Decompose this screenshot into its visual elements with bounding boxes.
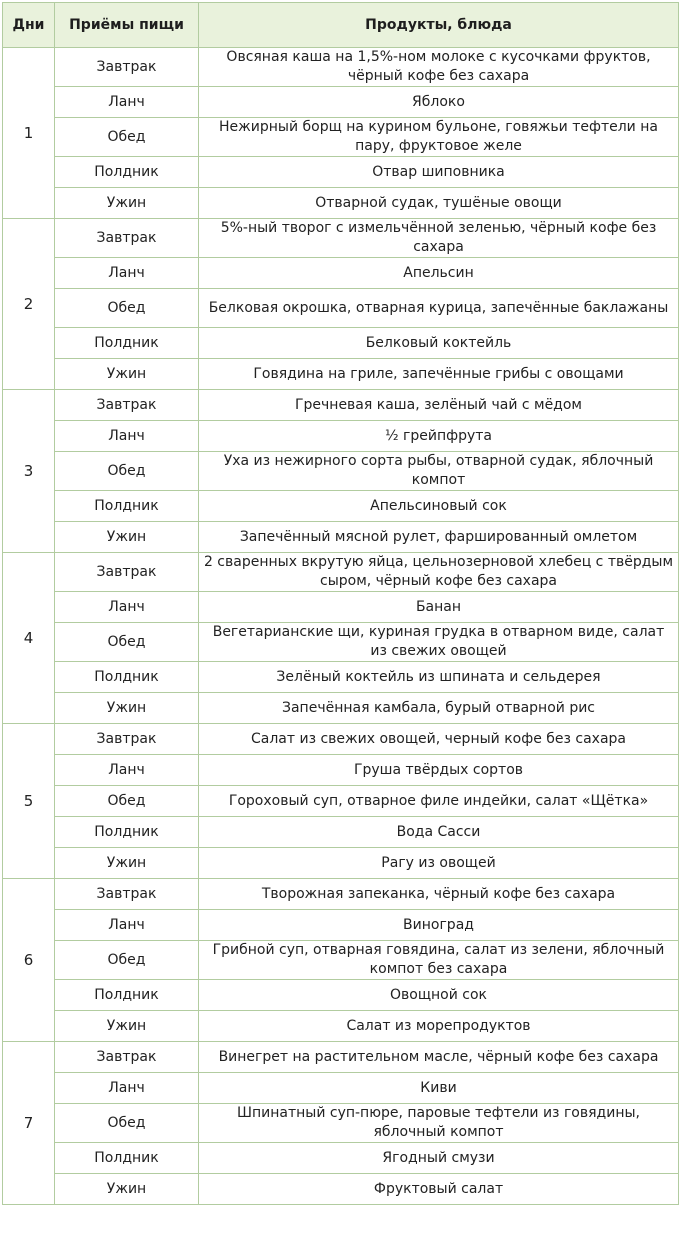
day-number: 3 <box>3 390 55 553</box>
day-number: 1 <box>3 48 55 219</box>
table-row <box>3 118 679 157</box>
meal-name: Завтрак <box>55 390 199 421</box>
meal-name: Обед <box>55 118 199 157</box>
meal-name: Завтрак <box>55 724 199 755</box>
meal-name: Завтрак <box>55 219 199 258</box>
meal-name: Завтрак <box>55 553 199 592</box>
table-row <box>3 390 679 421</box>
table-row <box>3 623 679 662</box>
dish-text: Запечённый мясной рулет, фаршированный омлетом <box>199 522 679 553</box>
dish-text: 2 сваренных вкрутую яйца, цельнозерновой хлебец с твёрдым сыром, чёрный кофе без сахара <box>199 553 679 592</box>
table-row <box>3 1104 679 1143</box>
table-row <box>3 817 679 848</box>
meal-name: Обед <box>55 623 199 662</box>
meal-name: Обед <box>55 786 199 817</box>
table-row <box>3 1174 679 1205</box>
meal-name: Полдник <box>55 662 199 693</box>
day-number: 7 <box>3 1042 55 1205</box>
dish-text: Овсяная каша на 1,5%-ном молоке с кусочками фруктов, чёрный кофе без сахара <box>199 48 679 87</box>
dish-text: Отварной судак, тушёные овощи <box>199 188 679 219</box>
table-row <box>3 1073 679 1104</box>
meal-name: Полдник <box>55 817 199 848</box>
table-row <box>3 522 679 553</box>
meal-name: Ланч <box>55 421 199 452</box>
meal-name: Полдник <box>55 980 199 1011</box>
meal-name: Ланч <box>55 87 199 118</box>
header-row <box>3 3 679 48</box>
table-row <box>3 879 679 910</box>
dish-text: Яблоко <box>199 87 679 118</box>
dish-text: Банан <box>199 592 679 623</box>
meal-name: Ланч <box>55 910 199 941</box>
header-meals: Приёмы пищи <box>55 3 199 48</box>
meal-name: Ужин <box>55 522 199 553</box>
table-row <box>3 87 679 118</box>
table-row <box>3 421 679 452</box>
meal-name: Ланч <box>55 258 199 289</box>
dish-text: Уха из нежирного сорта рыбы, отварной судак, яблочный компот <box>199 452 679 491</box>
table-row <box>3 219 679 258</box>
dish-text: Киви <box>199 1073 679 1104</box>
meal-plan-table <box>2 2 679 1205</box>
dish-text: Овощной сок <box>199 980 679 1011</box>
dish-text: Запечённая камбала, бурый отварной рис <box>199 693 679 724</box>
meal-name: Ужин <box>55 1174 199 1205</box>
meal-name: Ланч <box>55 592 199 623</box>
table-row <box>3 1042 679 1073</box>
meal-name: Ланч <box>55 755 199 786</box>
meal-name: Ужин <box>55 693 199 724</box>
meal-name: Полдник <box>55 491 199 522</box>
meal-name: Обед <box>55 289 199 328</box>
table-row <box>3 786 679 817</box>
meal-name: Полдник <box>55 157 199 188</box>
table-row <box>3 359 679 390</box>
table-row <box>3 553 679 592</box>
dish-text: Говядина на гриле, запечённые грибы с овощами <box>199 359 679 390</box>
dish-text: ½ грейпфрута <box>199 421 679 452</box>
table-row <box>3 157 679 188</box>
dish-text: Гороховый суп, отварное филе индейки, салат «Щётка» <box>199 786 679 817</box>
dish-text: Белковый коктейль <box>199 328 679 359</box>
meal-plan-body <box>3 48 679 1205</box>
dish-text: Апельсиновый сок <box>199 491 679 522</box>
dish-text: Ягодный смузи <box>199 1143 679 1174</box>
day-number: 2 <box>3 219 55 390</box>
dish-text: Шпинатный суп-пюре, паровые тефтели из говядины, яблочный компот <box>199 1104 679 1143</box>
dish-text: Творожная запеканка, чёрный кофе без сахара <box>199 879 679 910</box>
day-number: 6 <box>3 879 55 1042</box>
meal-name: Ланч <box>55 1073 199 1104</box>
table-row <box>3 491 679 522</box>
table-row <box>3 693 679 724</box>
meal-name: Завтрак <box>55 879 199 910</box>
meal-name: Ужин <box>55 848 199 879</box>
table-row <box>3 188 679 219</box>
table-row <box>3 980 679 1011</box>
dish-text: Вода Сасси <box>199 817 679 848</box>
dish-text: Гречневая каша, зелёный чай с мёдом <box>199 390 679 421</box>
meal-name: Обед <box>55 452 199 491</box>
header-dishes: Продукты, блюда <box>199 3 679 48</box>
dish-text: Рагу из овощей <box>199 848 679 879</box>
meal-name: Завтрак <box>55 48 199 87</box>
table-row <box>3 662 679 693</box>
table-row <box>3 592 679 623</box>
dish-text: Винегрет на растительном масле, чёрный кофе без сахара <box>199 1042 679 1073</box>
table-row <box>3 258 679 289</box>
dish-text: 5%-ный творог с измельчённой зеленью, чёрный кофе без сахара <box>199 219 679 258</box>
table-row <box>3 1143 679 1174</box>
meal-name: Ужин <box>55 188 199 219</box>
header-days: Дни <box>3 3 55 48</box>
day-number: 5 <box>3 724 55 879</box>
meal-name: Завтрак <box>55 1042 199 1073</box>
dish-text: Груша твёрдых сортов <box>199 755 679 786</box>
dish-text: Салат из морепродуктов <box>199 1011 679 1042</box>
table-row <box>3 289 679 328</box>
meal-name: Обед <box>55 941 199 980</box>
meal-name: Полдник <box>55 1143 199 1174</box>
meal-name: Обед <box>55 1104 199 1143</box>
table-row <box>3 848 679 879</box>
dish-text: Виноград <box>199 910 679 941</box>
dish-text: Зелёный коктейль из шпината и сельдерея <box>199 662 679 693</box>
dish-text: Апельсин <box>199 258 679 289</box>
table-row <box>3 724 679 755</box>
table-row <box>3 328 679 359</box>
dish-text: Отвар шиповника <box>199 157 679 188</box>
meal-name: Полдник <box>55 328 199 359</box>
table-row <box>3 755 679 786</box>
dish-text: Салат из свежих овощей, черный кофе без сахара <box>199 724 679 755</box>
day-number: 4 <box>3 553 55 724</box>
meal-name: Ужин <box>55 359 199 390</box>
dish-text: Фруктовый салат <box>199 1174 679 1205</box>
table-row <box>3 48 679 87</box>
dish-text: Нежирный борщ на курином бульоне, говяжьи тефтели на пару, фруктовое желе <box>199 118 679 157</box>
table-row <box>3 941 679 980</box>
dish-text: Грибной суп, отварная говядина, салат из зелени, яблочный компот без сахара <box>199 941 679 980</box>
table-row <box>3 452 679 491</box>
dish-text: Вегетарианские щи, куриная грудка в отварном виде, салат из свежих овощей <box>199 623 679 662</box>
meal-name: Ужин <box>55 1011 199 1042</box>
dish-text: Белковая окрошка, отварная курица, запечённые баклажаны <box>199 289 679 328</box>
table-row <box>3 1011 679 1042</box>
table-row <box>3 910 679 941</box>
